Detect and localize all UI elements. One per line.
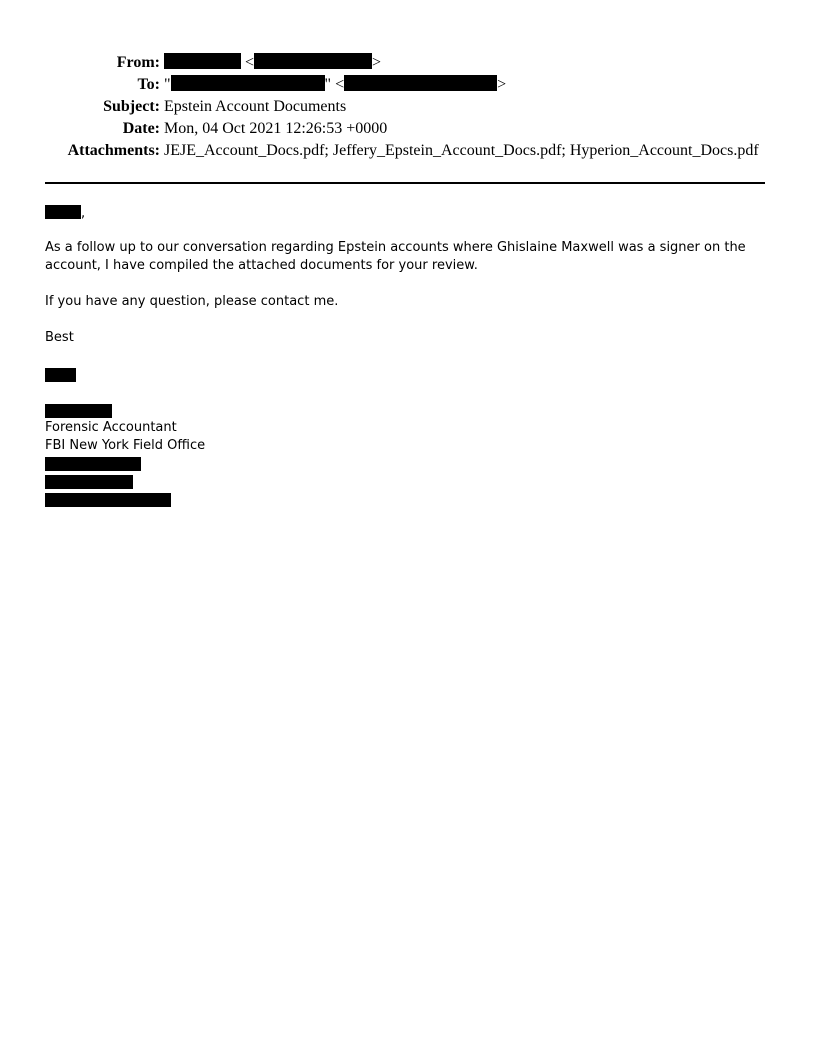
signature-office: FBI New York Field Office: [45, 438, 206, 453]
subject-row: [0, 96, 816, 118]
redaction-block: [344, 75, 497, 91]
attachments-value: JEJE_Account_Docs.pdf; Jeffery_Epstein_Account_Docs.pdf; Hyperion_Account_Docs.pdf: [164, 142, 759, 159]
closing-line: Best: [45, 330, 74, 345]
redaction-block: [254, 53, 372, 69]
signature-title: Forensic Accountant: [45, 420, 177, 435]
to-quote-open: ": [164, 76, 171, 93]
redaction-block: [164, 53, 241, 69]
to-quote-close: " <: [324, 76, 345, 93]
to-row: [0, 74, 816, 96]
header-divider: [45, 182, 765, 184]
date-row: [0, 118, 816, 140]
date-value: Mon, 04 Oct 2021 12:26:53 +0000: [164, 120, 388, 137]
redaction-block: [45, 493, 171, 507]
to-label: To:: [137, 76, 160, 93]
attachments-label: Attachments:: [67, 142, 160, 159]
redaction-block: [45, 404, 112, 418]
to-value: [164, 74, 506, 96]
date-label: Date:: [122, 120, 160, 137]
from-label: From:: [116, 54, 160, 71]
from-value: [164, 52, 381, 74]
from-row: [0, 52, 816, 74]
attachments-row: [0, 140, 816, 162]
redaction-block: [45, 475, 133, 489]
redaction-block: [171, 75, 325, 91]
email-header: [0, 52, 816, 162]
subject-label: Subject:: [103, 98, 160, 115]
greeting: [45, 205, 85, 223]
subject-value: Epstein Account Documents: [164, 98, 347, 115]
redaction-block: [45, 457, 141, 471]
greeting-comma: ,: [81, 206, 86, 221]
body-paragraph: If you have any question, please contact me.: [45, 294, 339, 309]
from-close-bracket: >: [372, 54, 382, 71]
redaction-block: [45, 205, 81, 219]
redaction-block: [45, 368, 76, 382]
body-paragraph: As a follow up to our conversation regarding Epstein accounts where Ghislaine Maxwell was a signer on the account, I have compiled the attached documents for your review.: [45, 240, 746, 273]
to-close-bracket: >: [497, 76, 507, 93]
from-open-bracket: <: [245, 54, 255, 71]
